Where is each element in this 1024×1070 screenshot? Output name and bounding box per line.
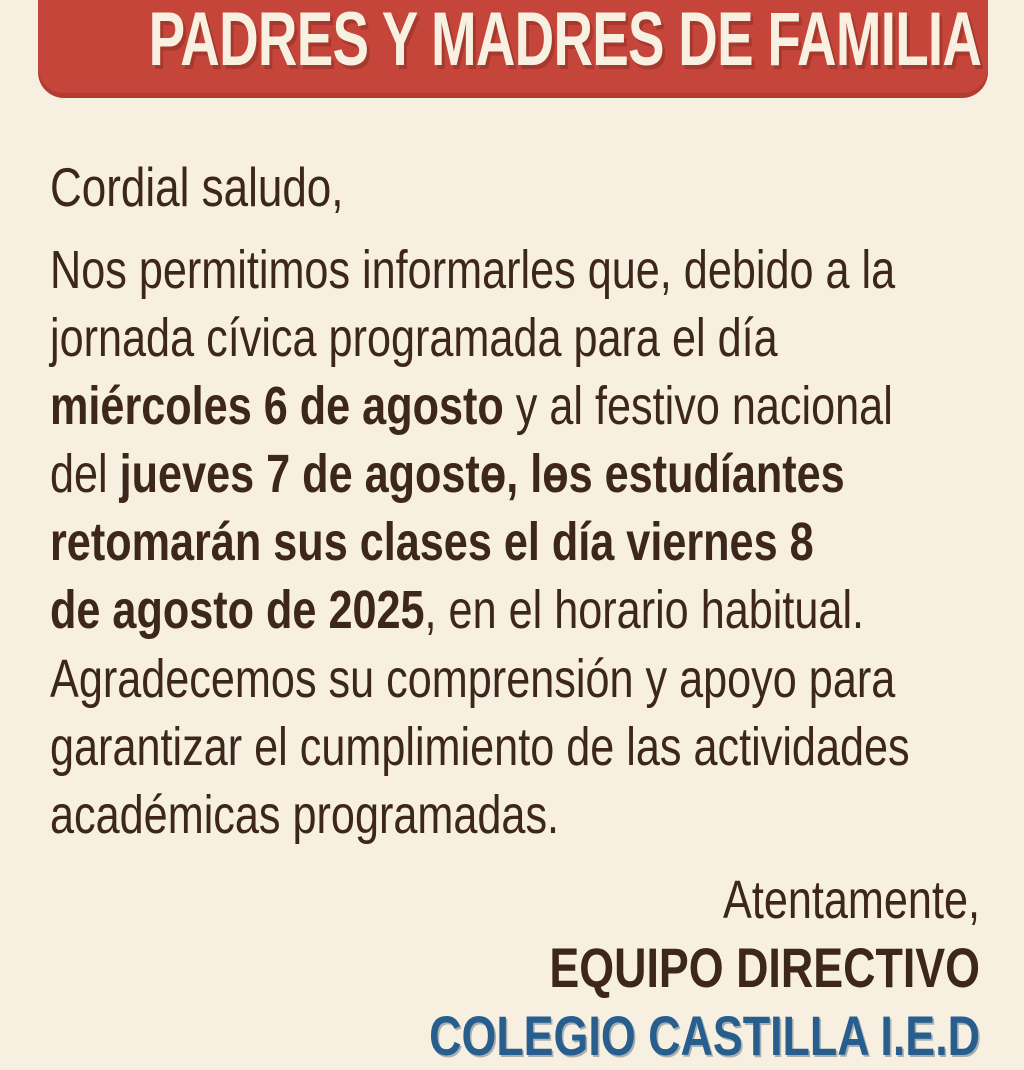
notice-line-6 <box>50 576 895 644</box>
resume-classes-text: retomarán sus clases el día viernes 8 <box>50 512 814 572</box>
paragraph-schedule-notice <box>50 236 1024 644</box>
notice-line-5 <box>50 508 895 576</box>
thanks-line-1 <box>50 645 910 713</box>
notice-line-3-rest: y al festivo nacional <box>503 376 893 436</box>
paragraph-thanks <box>50 645 1024 849</box>
banner-title: PADRES Y MADRES DE FAMILIA <box>148 0 981 82</box>
signature-closing <box>196 866 980 934</box>
notice-line-3 <box>50 372 895 440</box>
notice-line-2-text: jornada cívica programada para el día <box>50 308 778 368</box>
date-friday-aug-8-2025: de agosto de 2025 <box>50 580 425 640</box>
notice-line-4-pre: del <box>50 444 120 504</box>
signature-school-name-text: COLEGIO CASTILLA I.E.D <box>429 1004 980 1067</box>
signature-school-name <box>196 1002 980 1070</box>
thanks-line-3 <box>50 781 910 849</box>
signature-closing-text: Atentamente, <box>723 870 980 930</box>
notice-line-6-rest: , en el horario habitual. <box>424 580 865 640</box>
signature-team-text: EQUIPO DIRECTIVO <box>549 936 980 999</box>
notice-line-2 <box>50 304 895 372</box>
notice-line-1-text: Nos permitimos informarles que, debido a la <box>50 240 896 300</box>
thanks-line-3-text: académicas programadas. <box>50 785 560 845</box>
notice-line-1 <box>50 236 895 304</box>
signature-block <box>0 866 980 1070</box>
notice-line-4 <box>50 440 895 508</box>
header-banner <box>38 0 988 98</box>
thanks-line-2-text: garantizar el cumplimiento de las actividades <box>50 717 910 777</box>
thanks-line-1-text: Agradecemos su comprensión y apoyo para <box>50 649 896 709</box>
date-thursday-aug-7: jueves 7 de agostɵ, lɵs estudíantes <box>119 444 845 504</box>
thanks-line-2 <box>50 713 910 781</box>
signature-team <box>196 934 980 1002</box>
date-wednesday-aug-6: miércoles 6 de agosto <box>50 376 504 436</box>
greeting-text: Cordial saludo, <box>50 156 344 218</box>
